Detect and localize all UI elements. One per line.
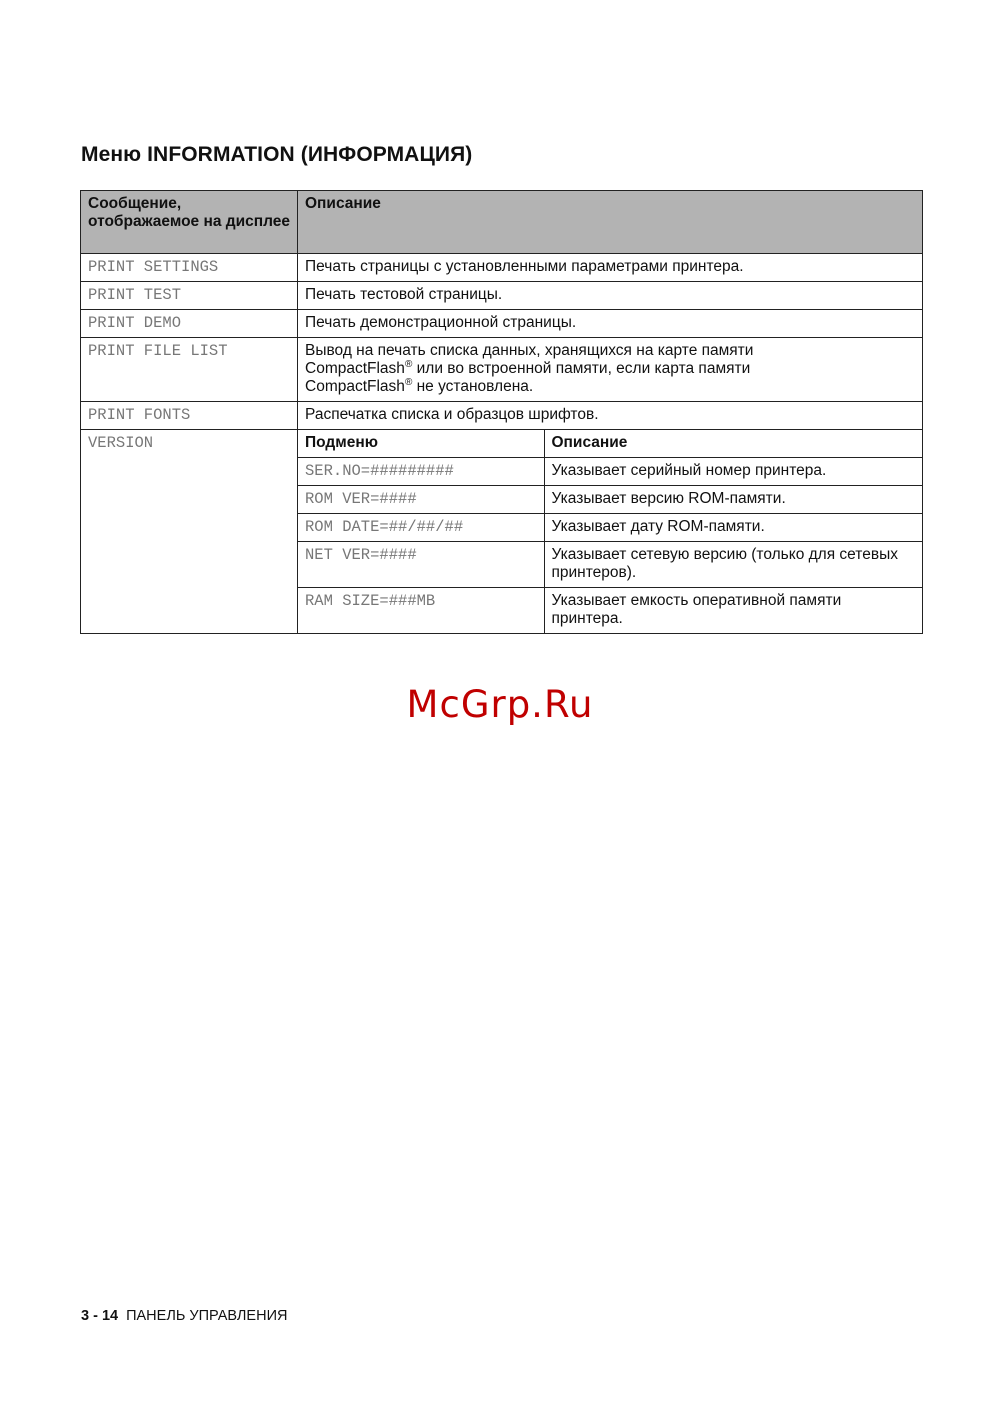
submenu-item: NET VER=#### [298,542,544,588]
watermark: McGrp.Ru [406,683,594,726]
information-menu-table [80,190,923,634]
registered-mark: ® [404,377,413,388]
desc-part: Вывод на печать списка данных, хранящихся на карте памяти [305,342,754,359]
table-row-version [81,430,923,634]
submenu-description: Указывает версию ROM-памяти. [544,486,922,514]
submenu-row [298,486,922,514]
row-message: PRINT TEST [81,282,298,310]
row-description: Печать тестовой страницы. [298,282,923,310]
table-row [81,254,923,282]
submenu-description-header: Описание [544,430,922,458]
submenu-header: Подменю [298,430,544,458]
table-row [81,282,923,310]
table-row [81,338,923,402]
row-message: PRINT DEMO [81,310,298,338]
row-message: PRINT FONTS [81,402,298,430]
header-message: Сообщение, отображаемое на дисплее [81,191,298,254]
row-description: Распечатка списка и образцов шрифтов. [298,402,923,430]
submenu-item: ROM DATE=##/##/## [298,514,544,542]
header-description: Описание [298,191,923,254]
desc-part: CompactFlash [305,378,405,395]
submenu-row [298,458,922,486]
submenu-row [298,514,922,542]
table-row [81,310,923,338]
version-submenu-table [298,430,922,633]
submenu-description: Указывает сетевую версию (только для сетевых принтеров). [544,542,922,588]
row-message: VERSION [81,430,298,634]
submenu-description: Указывает емкость оперативной памяти принтера. [551,592,842,627]
submenu-row [298,542,922,588]
row-description: Печать демонстрационной страницы. [298,310,923,338]
submenu-description: Указывает серийный номер принтера. [544,458,922,486]
submenu-description: Указывает дату ROM-памяти. [544,514,922,542]
page-title: Меню INFORMATION (ИНФОРМАЦИЯ) [81,143,473,166]
page-footer [81,1308,287,1324]
submenu-item: ROM VER=#### [298,486,544,514]
submenu-item: SER.NO=######### [298,458,544,486]
row-description [298,338,923,402]
desc-part: CompactFlash [305,360,405,377]
page-number: 3 - 14 [81,1308,119,1324]
desc-part: не установлена. [412,378,534,395]
footer-section: ПАНЕЛЬ УПРАВЛЕНИЯ [126,1308,288,1324]
row-message: PRINT FILE LIST [81,338,298,402]
submenu-item: RAM SIZE=###MB [298,588,544,634]
version-submenu-cell [298,430,923,634]
desc-part: или во встроенной памяти, если карта памяти [412,360,751,377]
submenu-row [298,588,922,634]
table-row [81,402,923,430]
table-header-row [81,191,923,254]
row-description: Печать страницы с установленными параметрами принтера. [298,254,923,282]
submenu-header-row [298,430,922,458]
row-message: PRINT SETTINGS [81,254,298,282]
registered-mark: ® [404,359,413,370]
